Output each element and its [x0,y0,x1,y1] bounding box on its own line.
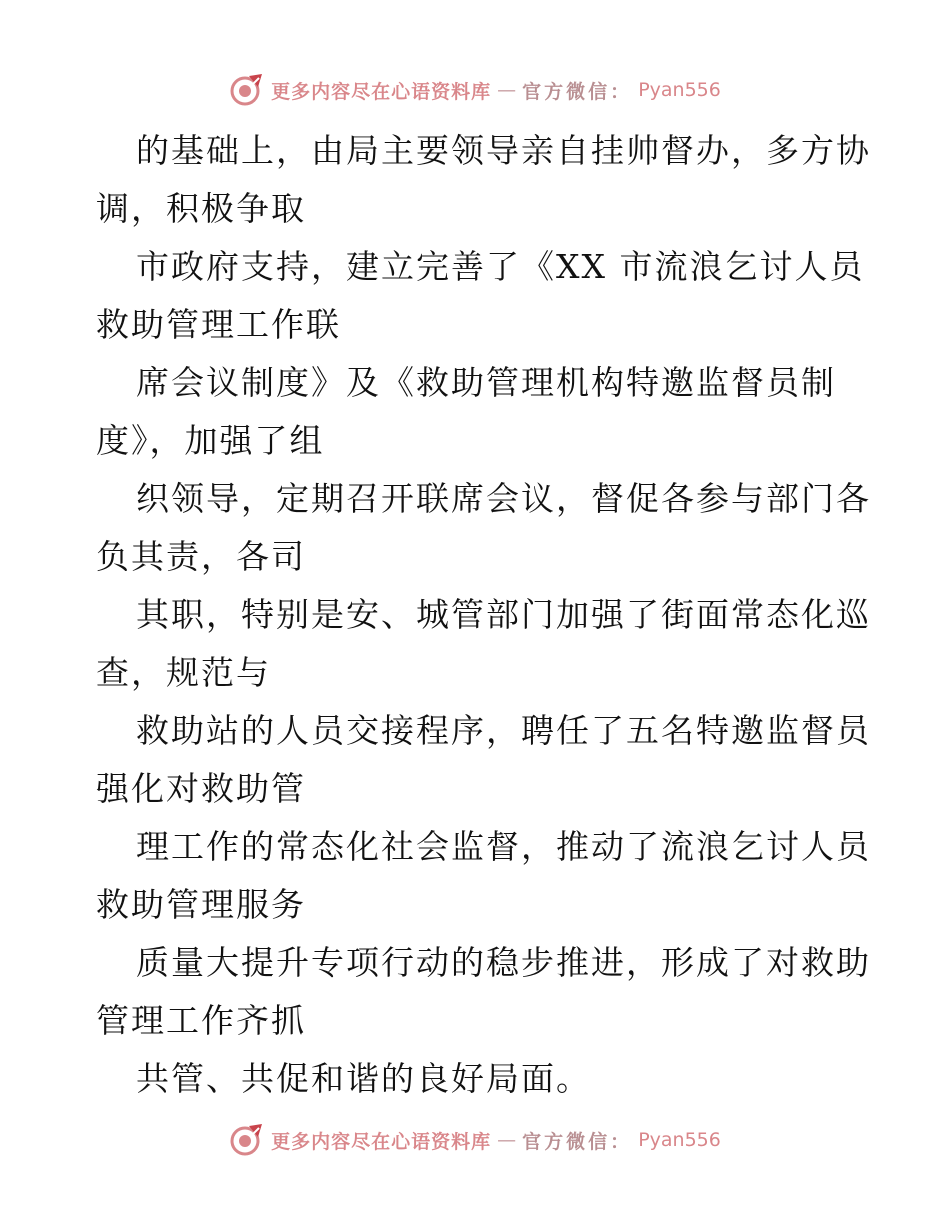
watermark-id: Pyan556 [638,79,721,101]
text-line: 织领导，定期召开联席会议，督促各参与部门各 [136,479,871,518]
text-line: 救助站的人员交接程序，聘任了五名特邀监督员 [136,711,871,750]
text-line: 救助管理工作联 [96,305,341,344]
text-line: 强化对救助管 [96,769,306,808]
brand-logo-icon [229,72,265,108]
watermark-separator: — [497,1129,517,1151]
text-line: 其职，特别是安、城管部门加强了街面常态化巡 [136,595,871,634]
text-line: 理工作的常态化社会监督，推动了流浪乞讨人员 [136,827,871,866]
text-line: 质量大提升专项行动的稳步推进，形成了对救助 [136,943,871,982]
watermark-separator: — [497,79,517,101]
text-line: 的基础上，由局主要领导亲自挂帅督办，多方协 [136,131,871,170]
text-line: 查，规范与 [96,653,271,692]
text-line: 共管、共促和谐的良好局面。 [136,1059,591,1098]
watermark-label: 官方微信： [522,1130,633,1153]
brand-logo-icon [229,1122,265,1158]
watermark-brand-text: 更多内容尽在心语资料库 [271,80,492,103]
document-body [96,122,871,1108]
footer-watermark [0,1120,950,1160]
watermark-id: Pyan556 [638,1129,721,1151]
watermark-brand-text: 更多内容尽在心语资料库 [271,1130,492,1153]
header-watermark [0,70,950,110]
text-line: 救助管理服务 [96,885,306,924]
text-line: 调，积极争取 [96,189,306,228]
text-line: 负其责，各司 [96,537,306,576]
text-line: 席会议制度》及《救助管理机构特邀监督员制 [136,363,836,402]
text-line: 管理工作齐抓 [96,1001,306,1040]
text-line: 市政府支持，建立完善了《XX 市流浪乞讨人员 [136,247,865,286]
watermark-label: 官方微信： [522,80,633,103]
text-line: 度》，加强了组 [96,421,325,460]
